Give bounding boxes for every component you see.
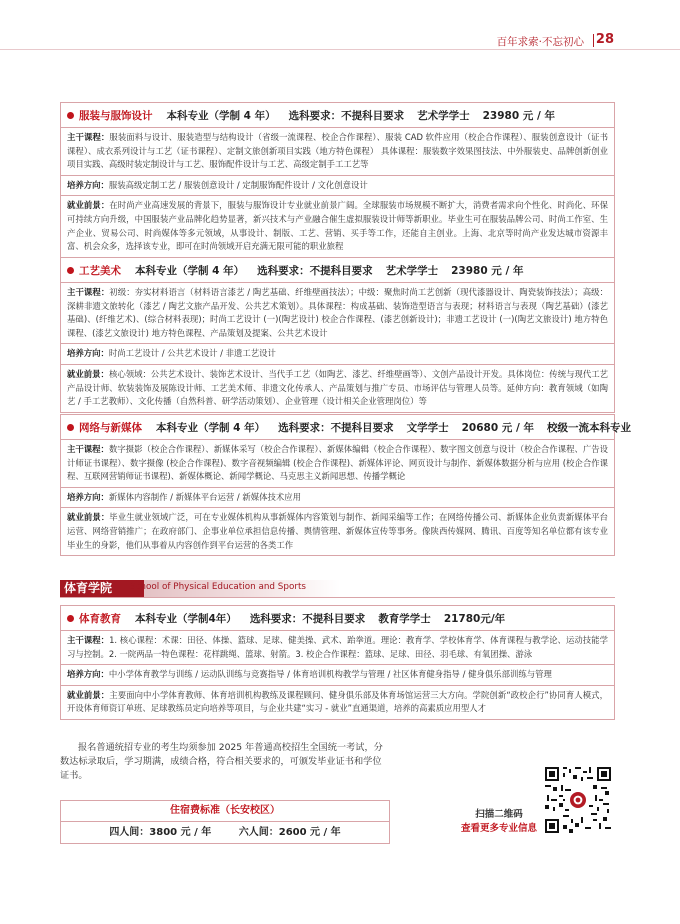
major-name: 体育教育 <box>79 612 121 625</box>
major-duration: 本科专业（学制 4 年） <box>135 264 245 277</box>
college-banner-rule <box>60 597 615 598</box>
major-degree: 艺术学学士 <box>417 109 470 122</box>
major-honor: 校级一流本科专业 <box>546 421 631 434</box>
college-name-en: School of Physical Education and Sports <box>130 582 306 592</box>
section-courses: 主干课程：数字摄影（校企合作课程）、新媒体采写（校企合作课程）、新媒体编辑（校企合作课程）、数字图文创意与设计（校企合作课程、广告设计师证书课程）、数字摄像 (校企合作课程)、数字音视频编辑 (校企合作课程)、新媒体评论、网页设计与制作、新媒体数据分析与应用 (校企合作课程、互联网营销师证书课程)、新媒体概论、新闻学概论、马克思主义新闻思想、传播学概论 <box>61 440 614 488</box>
major-tuition: 23980 元 / 年 <box>451 264 524 277</box>
major-name: 网络与新媒体 <box>79 421 142 434</box>
major-degree: 文学学士 <box>406 421 449 434</box>
section-prospects: 就业前景：核心领域：公共艺术设计、装饰艺术设计、当代手工艺（如陶艺、漆艺、纤维壁画等）、文创产品设计开发。具体岗位：传统与现代工艺产品设计师、软装装饰及展陈设计师、工艺美术师、非遗文化传承人、产品策划与推广专员、市场评估与管理人员等。延伸方向：教育领域（如陶艺 / 手工艺教师）、文化传播（自然科普、研学活动策划）、企业管理（设计相关企业管理岗位）等 <box>67 368 609 407</box>
qr-caption-line1: 扫描二维码 <box>475 809 523 820</box>
major-tuition: 21780元/年 <box>443 612 506 625</box>
section-courses: 主干课程：服装面料与设计、服装造型与结构设计（省级一流课程、校企合作课程）、服装 CAD 软件应用（校企合作课程）、服装创意设计（证书课程）、成衣系列设计与工艺（证书课程）、定制文旅创新项目实践（地方特色课程） 具体课程：服装数字效果图技法、中外服装史、品牌创新创业项目实践、高级时装定制设计与工艺、服饰配件设计与工艺、高级定制手工工艺等 <box>61 128 614 176</box>
header-rule <box>0 49 680 50</box>
major-name: 服装与服饰设计 <box>79 109 153 122</box>
page-number: 28 <box>595 32 614 47</box>
section-courses: 主干课程：1. 核心课程：术课：田径、体操、篮球、足球、健美操、武术、跆拳道。理论：教育学、学校体育学、体育课程与教学论、运动技能学习与控制。2. 一院两品一特色课程：花样跳绳、篮球、射箭。3. 校企合作课程：篮球、足球、田径、羽毛球、有氧团操、游泳 <box>61 631 614 665</box>
dorm-fee-table <box>60 800 390 844</box>
major-header <box>61 415 631 440</box>
major-tuition: 20680 元 / 年 <box>461 421 534 434</box>
major-header <box>61 606 614 631</box>
section-prospects: 就业前景：在时尚产业高速发展的背景下，服装与服饰设计专业就业前景广阔。全球服装市场规模不断扩大，消费者需求向个性化、时尚化、环保可持续方向升级，中国服装产业品牌化趋势显著，新兴技术与产业融合催生虚拟服装设计师等新职业。毕业生可在服装品牌公司、时尚工作室、生产企业、贸易公司、时尚媒体等多元领域，从事设计、制版、工艺、营销、买手等工作，还能自主创业。上海、北京等时尚产业发达城市资源丰富、机会众多，选择该专业，即可在时尚领域开启充满无限可能的职业旅程 <box>67 200 609 252</box>
qr-caption <box>456 808 542 836</box>
college-banner <box>60 580 615 597</box>
section-direction: 培养方向：新媒体内容制作 / 新媒体平台运营 / 新媒体技术应用 <box>61 488 614 509</box>
dorm-fee-row <box>61 822 389 843</box>
qr-caption-line2: 查看更多专业信息 <box>460 823 537 834</box>
section-direction: 培养方向：时尚工艺设计 / 公共艺术设计 / 非遗工艺设计 <box>61 344 614 365</box>
major-subject-req: 选科要求：不提科目要求 <box>278 421 394 434</box>
bullet-dot-icon <box>67 615 74 622</box>
admission-note: 报名普通统招专业的考生均须参加 2025 年普通高校招生全国统一考试，分数达标录取后，学习期满，成绩合格，符合相关要求的，可颁发毕业证书和学位证书。 <box>60 742 383 781</box>
section-courses: 主干课程：初级：夯实材料语言（材料语言漆艺 / 陶艺基础、纤维壁画技法）；中级：聚焦时尚工艺创新（现代漆器设计、陶瓷装饰技法）；高级：深耕非遗文旅转化（漆艺 / 陶艺文旅产品开发、公共艺术策划）。具体课程：构成基础、装饰造型语言与表现；材料语言与表现（陶艺基础）(漆艺基础)、(纤维艺术)、(综合材料表现)；时尚工艺设计 (一)(陶艺设计) 校企合作课程、(漆艺创新设计)；非遗工艺设计 (一)(陶艺文旅设计) 地方特色课程、(漆艺文旅设计) 地方特色课程、产品策划及提案、公共艺术设计 <box>61 283 614 344</box>
dorm-fee-title: 住宿费标准（长安校区） <box>61 801 389 822</box>
major-subject-req: 选科要求：不提科目要求 <box>288 109 405 122</box>
major-degree: 教育学学士 <box>378 612 431 625</box>
header-slogan: 百年求索·不忘初心 <box>496 36 584 48</box>
section-prospects: 就业前景：毕业生就业领域广泛，可在专业媒体机构从事新媒体内容策划与制作、新闻采编等工作；在网络传播公司、新媒体企业负责新媒体平台运营、网络营销推广；在政府部门、企事业单位承担信息传播、舆情管理、新媒体宣传等事务。像陕西传媒网、腾讯、百度等知名单位都有该专业毕业生的身影，他们从事着从内容创作到平台运营的各类工作 <box>67 512 609 550</box>
major-subject-req: 选科要求：不提科目要求 <box>257 264 373 277</box>
major-card-new-media <box>60 414 631 556</box>
major-header <box>61 103 614 128</box>
fee-six-person: 六人间：2600 元 / 年 <box>238 827 341 838</box>
major-subject-req: 选科要求：不提科目要求 <box>249 612 366 625</box>
major-card-crafts <box>60 257 615 413</box>
section-direction: 培养方向：中小学体育教学与训练 / 运动队训练与竞赛指导 / 体育培训机构教学与管理 / 社区体育健身指导 / 健身俱乐部训练与管理 <box>61 665 614 686</box>
major-card-pe <box>60 605 615 720</box>
major-duration: 本科专业（学制 4 年） <box>156 421 266 434</box>
major-card-fashion <box>60 102 615 258</box>
major-name: 工艺美术 <box>79 264 121 277</box>
major-duration: 本科专业（学制 4 年） <box>166 109 276 122</box>
bullet-dot-icon <box>67 112 74 119</box>
section-direction: 培养方向：服装高级定制工艺 / 服装创意设计 / 定制服饰配件设计 / 文化创意设计 <box>61 176 614 197</box>
fee-four-person: 四人间：3800 元 / 年 <box>109 827 212 838</box>
qr-code-icon[interactable] <box>545 767 611 833</box>
major-tuition: 23980 元 / 年 <box>482 109 555 122</box>
bullet-dot-icon <box>67 424 74 431</box>
major-duration: 本科专业（学制4年） <box>135 612 237 625</box>
major-degree: 艺术学学士 <box>385 264 439 277</box>
bullet-dot-icon <box>67 267 74 274</box>
college-name: 体育学院 <box>60 580 144 597</box>
section-prospects: 就业前景：主要面向中小学体育教师、体育培训机构教练及课程顾问、健身俱乐部及体育场馆运营三大方向。学院创新“政校企行”协同育人模式，开设体育师资订单班、足球教练员定向培养等项目，与企业共建“实习 - 就业”直通渠道，培养的高素质应用型人才 <box>67 689 608 714</box>
header-separator <box>593 34 594 47</box>
major-header <box>61 258 614 283</box>
